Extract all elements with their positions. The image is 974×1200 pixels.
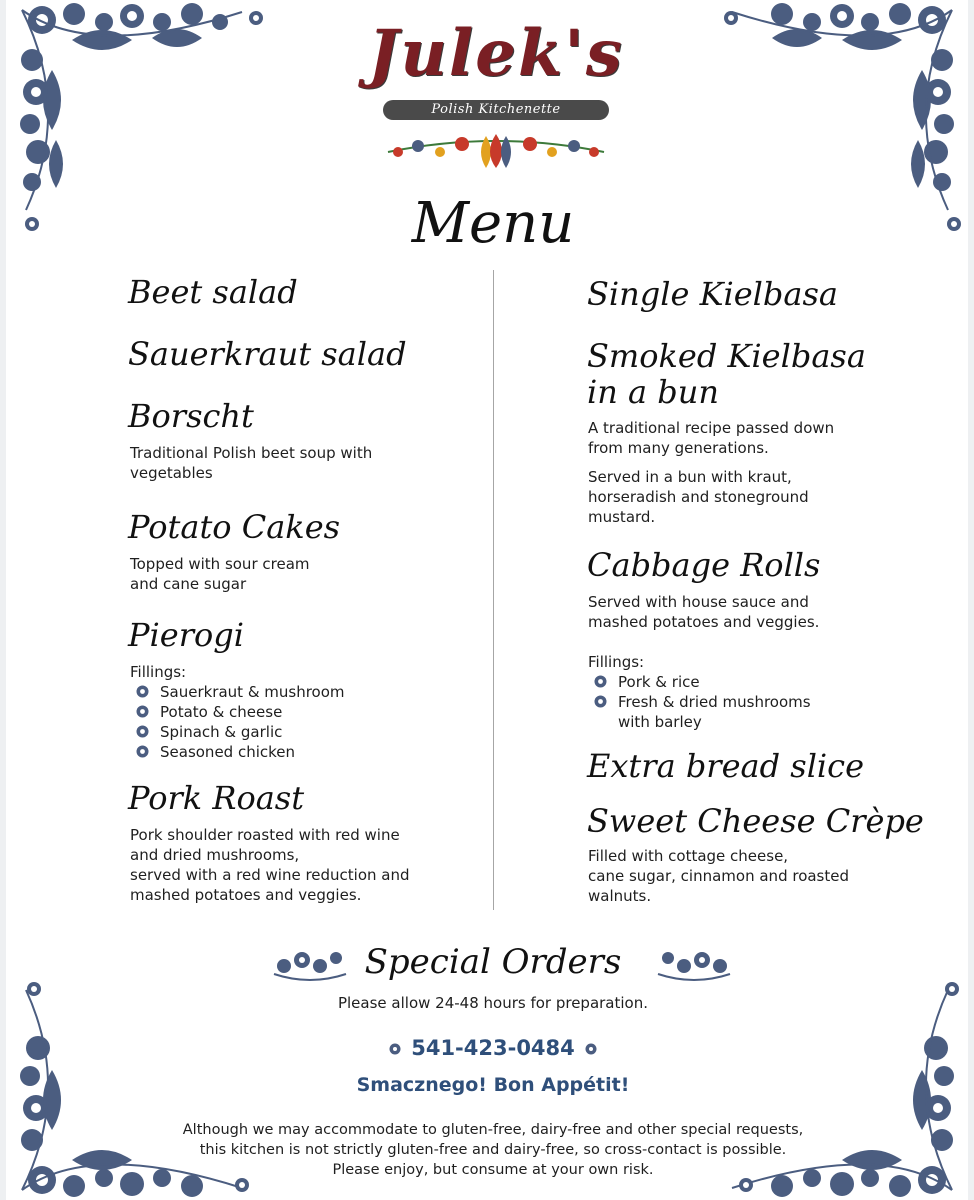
- desc-line: vegetables: [130, 464, 213, 482]
- desc-line: Served in a bun with kraut,: [588, 468, 792, 486]
- list-item: [130, 722, 345, 742]
- allergen-disclaimer: [6, 1120, 974, 1180]
- desc-line: Filled with cottage cheese,: [588, 847, 789, 865]
- special-orders-note: Please allow 24-48 hours for preparation.: [337, 994, 649, 1012]
- flower-bullet-icon: [136, 685, 149, 698]
- list-item: [588, 712, 811, 732]
- item-title-smoked-kielbasa: Smoked Kielbasa: [587, 337, 866, 375]
- desc-line: and dried mushrooms,: [130, 846, 300, 864]
- logo-name: Julek's: [368, 16, 624, 91]
- greeting: Smacznego! Bon Appétit!: [356, 1074, 630, 1096]
- desc-line: served with a red wine reduction and: [130, 866, 410, 884]
- flower-dot-icon: [248, 10, 264, 26]
- desc-line: Topped with sour cream: [130, 555, 310, 573]
- item-desc-smoked-kielbasa-serving: [588, 467, 809, 527]
- item-title-pork-roast: Pork Roast: [128, 779, 305, 817]
- list-item: [130, 702, 345, 722]
- item-title-single-kielbasa: Single Kielbasa: [587, 275, 838, 313]
- list-item: [130, 742, 345, 762]
- logo-tagline: Polish Kitchenette: [383, 100, 609, 120]
- flower-bullet-icon: [136, 745, 149, 758]
- disclaimer-line: Although we may accommodate to gluten-free, dairy-free and other special requests,: [182, 1122, 804, 1138]
- flower-dot-icon: [389, 1043, 401, 1055]
- desc-line: Traditional Polish beet soup with: [130, 444, 373, 462]
- flower-dot-icon: [723, 10, 739, 26]
- filling-text: Sauerkraut & mushroom: [160, 683, 345, 701]
- desc-line: Pork shoulder roasted with red wine: [130, 826, 400, 844]
- filling-text: Pork & rice: [618, 673, 700, 691]
- special-orders-title: Special Orders: [364, 942, 622, 982]
- phone-number[interactable]: [6, 1034, 974, 1062]
- desc-line: mustard.: [588, 508, 656, 526]
- item-desc-smoked-kielbasa: [588, 418, 834, 458]
- column-divider: [493, 270, 494, 910]
- flower-bullet-icon: [594, 695, 607, 708]
- flower-bullet-icon: [136, 725, 149, 738]
- fillings-label: Fillings:: [130, 663, 187, 681]
- item-title-cabbage-rolls: Cabbage Rolls: [587, 546, 821, 584]
- item-desc-potato-cakes: [130, 554, 310, 594]
- disclaimer-line: Please enjoy, but consume at your own risk.: [332, 1162, 654, 1178]
- desc-line: from many generations.: [588, 439, 769, 457]
- desc-line: cane sugar, cinnamon and roasted: [588, 867, 850, 885]
- restaurant-logo: [366, 14, 626, 184]
- flower-bullet-icon: [594, 675, 607, 688]
- desc-line: mashed potatoes and veggies.: [588, 613, 820, 631]
- item-title-beet-salad: Beet salad: [128, 273, 298, 311]
- pierogi-fillings-list: [130, 682, 345, 762]
- folk-flower-icon: [378, 130, 614, 170]
- list-item: [588, 672, 811, 692]
- item-title-sauerkraut-salad: Sauerkraut salad: [128, 335, 407, 373]
- item-desc-cabbage-rolls: [588, 592, 819, 632]
- item-title-pierogi: Pierogi: [128, 616, 244, 654]
- desc-line: mashed potatoes and veggies.: [130, 886, 362, 904]
- flower-bullet-icon: [136, 705, 149, 718]
- item-desc-borscht: [130, 443, 372, 483]
- filling-text: Potato & cheese: [160, 703, 283, 721]
- disclaimer-line: this kitchen is not strictly gluten-free and dairy-free, so cross-contact is possible.: [199, 1142, 787, 1158]
- cabbage-rolls-fillings-list: [588, 672, 811, 732]
- list-item: [588, 692, 811, 712]
- item-title-smoked-kielbasa-line2: in a bun: [587, 373, 719, 411]
- filling-text: Seasoned chicken: [160, 743, 296, 761]
- filling-text: Spinach & garlic: [160, 723, 283, 741]
- menu-title: Menu: [411, 191, 575, 256]
- desc-line: and cane sugar: [130, 575, 247, 593]
- item-title-sweet-cheese-crepe: Sweet Cheese Crèpe: [587, 802, 924, 840]
- item-title-borscht: Borscht: [128, 397, 254, 435]
- filling-text: with barley: [618, 713, 702, 731]
- fillings-label: Fillings:: [588, 653, 645, 671]
- list-item: [130, 682, 345, 702]
- item-title-potato-cakes: Potato Cakes: [128, 508, 341, 546]
- item-desc-sweet-cheese-crepe: [588, 846, 849, 906]
- filling-text: Fresh & dried mushrooms: [618, 693, 811, 711]
- desc-line: Served with house sauce and: [588, 593, 809, 611]
- phone-text[interactable]: 541-423-0484: [411, 1036, 575, 1060]
- item-desc-pork-roast: [130, 825, 410, 905]
- desc-line: horseradish and stoneground: [588, 488, 809, 506]
- desc-line: A traditional recipe passed down: [588, 419, 835, 437]
- item-title-extra-bread: Extra bread slice: [587, 747, 865, 785]
- flower-dot-icon: [585, 1043, 597, 1055]
- desc-line: walnuts.: [588, 887, 652, 905]
